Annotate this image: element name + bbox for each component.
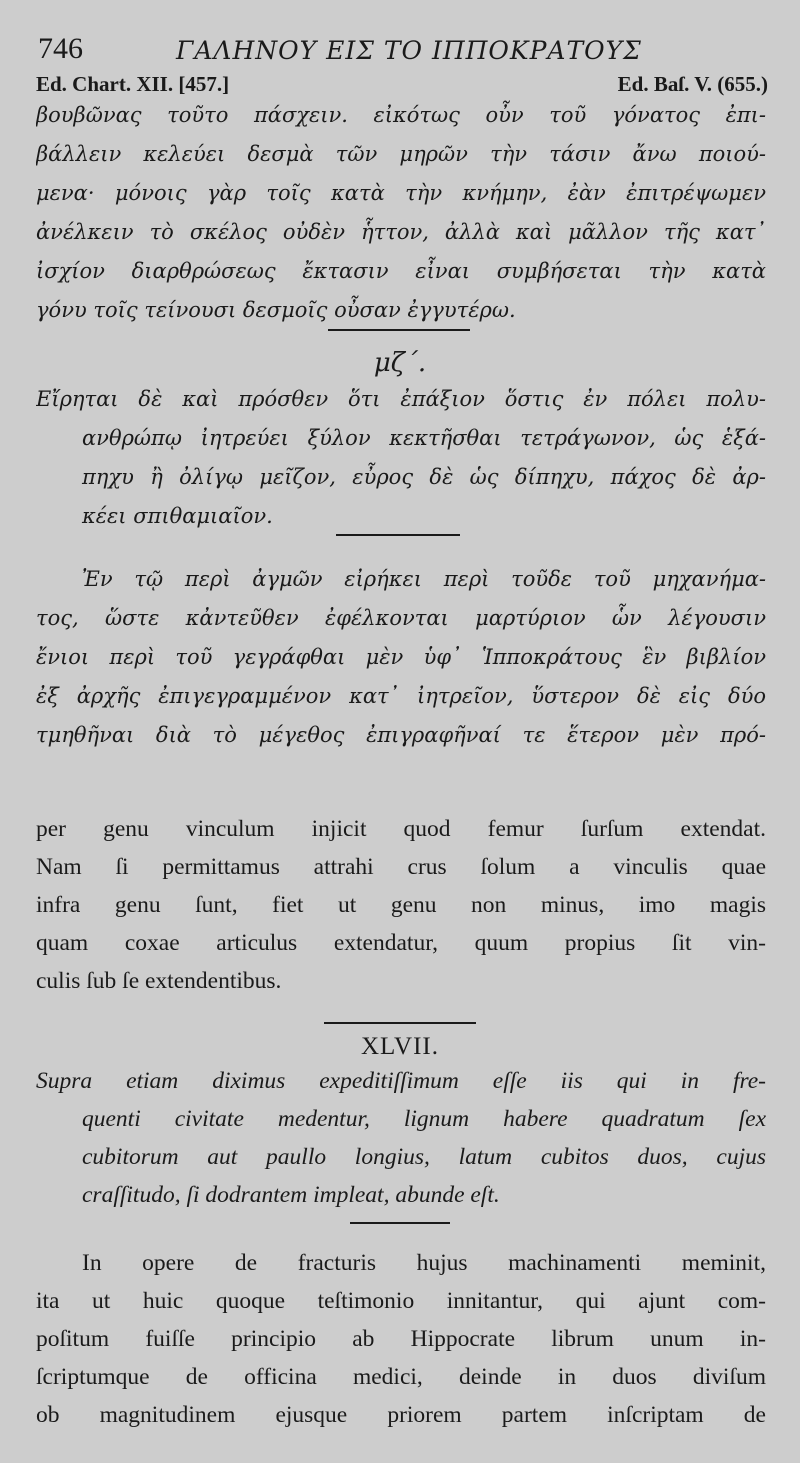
greek-paragraph-3 [36,560,766,755]
text-line: Εἴρηται δὲ καὶ πρόσθεν ὅτι ἐπάξιον ὅστις ἐν πόλει πολυ- [36,387,766,411]
section-divider [350,1222,450,1224]
section-divider [324,1022,476,1024]
page-number: 746 [38,32,83,65]
text-line: ανθρώπῳ ἰητρεύει ξύλον κεκτῆσθαι τετράγωνον, ὡς ἑξά- [82,426,766,450]
running-header [38,28,768,68]
text-line: μενα· μόνοις γὰρ τοῖς κατὰ τὴν κνήμην, ἐὰν ἐπιτρέψωμεν [36,181,766,205]
text-line: ἔνιοι περὶ τοῦ γεγράφθαι μὲν ὑφ᾽ Ἱπποκράτους ἓν βιβλίον [36,645,766,669]
text-line: In opere de fracturis hujus machinamenti meminit, [82,1250,766,1276]
text-line: πηχυ ἢ ὀλίγῳ μεῖζον, εὖρος δὲ ὡς δίπηχυ, πάχος δὲ ἀρ- [82,465,766,489]
text-line: ita ut huic quoque teſtimonio innitantur, qui ajunt com- [36,1288,766,1314]
text-line: βουβῶνας τοῦτο πάσχειν. εἰκότως οὖν τοῦ γόνατος ἐπι- [36,103,766,127]
text-line: βάλλειν κελεύει δεσμὰ τῶν μηρῶν τὴν τάσιν ἄνω ποιού- [36,142,766,166]
text-line: κέει σπιθαμιαῖον. [82,504,273,528]
latin-paragraph-3 [36,1244,766,1434]
greek-paragraph-1 [36,96,766,330]
text-line: ἐξ ἀρχῆς ἐπιγεγραμμένον κατ᾽ ἰητρεῖον, ὕστερον δὲ εἰς δύο [36,684,766,708]
latin-paragraph-2 [36,1062,766,1214]
text-line: infra genu ſunt, fiet ut genu non minus, imo magis [36,892,766,918]
text-line: Ἐν τῷ περὶ ἀγμῶν εἰρήκει περὶ τοῦδε τοῦ μηχανήμα- [82,567,766,591]
text-line: τος, ὥστε κἀντεῦθεν ἐφέλκονται μαρτύριον ὧν λέγουσιν [36,606,766,630]
text-line: ἰσχίον διαρθρώσεως ἔκτασιν εἶναι συμβήσεται τὴν κατὰ [36,259,766,283]
edition-reference-right: Ed. Baſ. V. (655.) [617,72,768,96]
text-line: quam coxae articulus extendatur, quum propius ſit vin- [36,930,766,956]
section-divider [336,534,460,536]
section-divider [328,329,470,331]
edition-reference-left: Ed. Chart. XII. [457.] [36,72,230,96]
text-line: Nam ſi permittamus attrahi crus ſolum a vinculis quae [36,854,766,880]
text-line: γόνυ τοῖς τείνουσι δεσμοῖς οὖσαν ἐγγυτέρω. [36,298,516,322]
text-line: τμηθῆναι διὰ τὸ μέγεθος ἐπιγραφῆναί τε ἕτερον μὲν πρό- [36,723,766,747]
text-line: culis ſub ſe extendentibus. [36,968,282,994]
latin-paragraph-1 [36,810,766,1000]
text-line: per genu vinculum injicit quod femur ſurſum extendat. [36,816,766,842]
running-title: ΓΑΛΗΝΟΥ ΕΙΣ ΤΟ ΙΠΠΟΚΡΑΤΟΥΣ [176,36,642,65]
latin-section-number: XLVII. [361,1033,439,1060]
text-line: Supra etiam diximus expeditiſſimum eſſe iis qui in fre- [36,1068,766,1094]
text-line: ἀνέλκειν τὸ σκέλος οὐδὲν ἧττον, ἀλλὰ καὶ μᾶλλον τῆς κατ᾽ [36,220,766,244]
greek-paragraph-2 [36,380,766,536]
text-line: poſitum fuiſſe principio ab Hippocrate librum unum in- [36,1326,766,1352]
greek-section-number: μζ΄. [373,348,427,378]
text-line: cubitorum aut paullo longius, latum cubitos duos, cujus [82,1144,766,1170]
text-line: craſſitudo, ſi dodrantem impleat, abunde eſt. [82,1182,500,1208]
text-line: ſcriptumque de officina medici, deinde in duos diviſum [36,1364,766,1390]
text-line: ob magnitudinem ejusque priorem partem inſcriptam de [36,1402,766,1428]
text-line: quenti civitate medentur, lignum habere quadratum ſex [82,1106,766,1132]
